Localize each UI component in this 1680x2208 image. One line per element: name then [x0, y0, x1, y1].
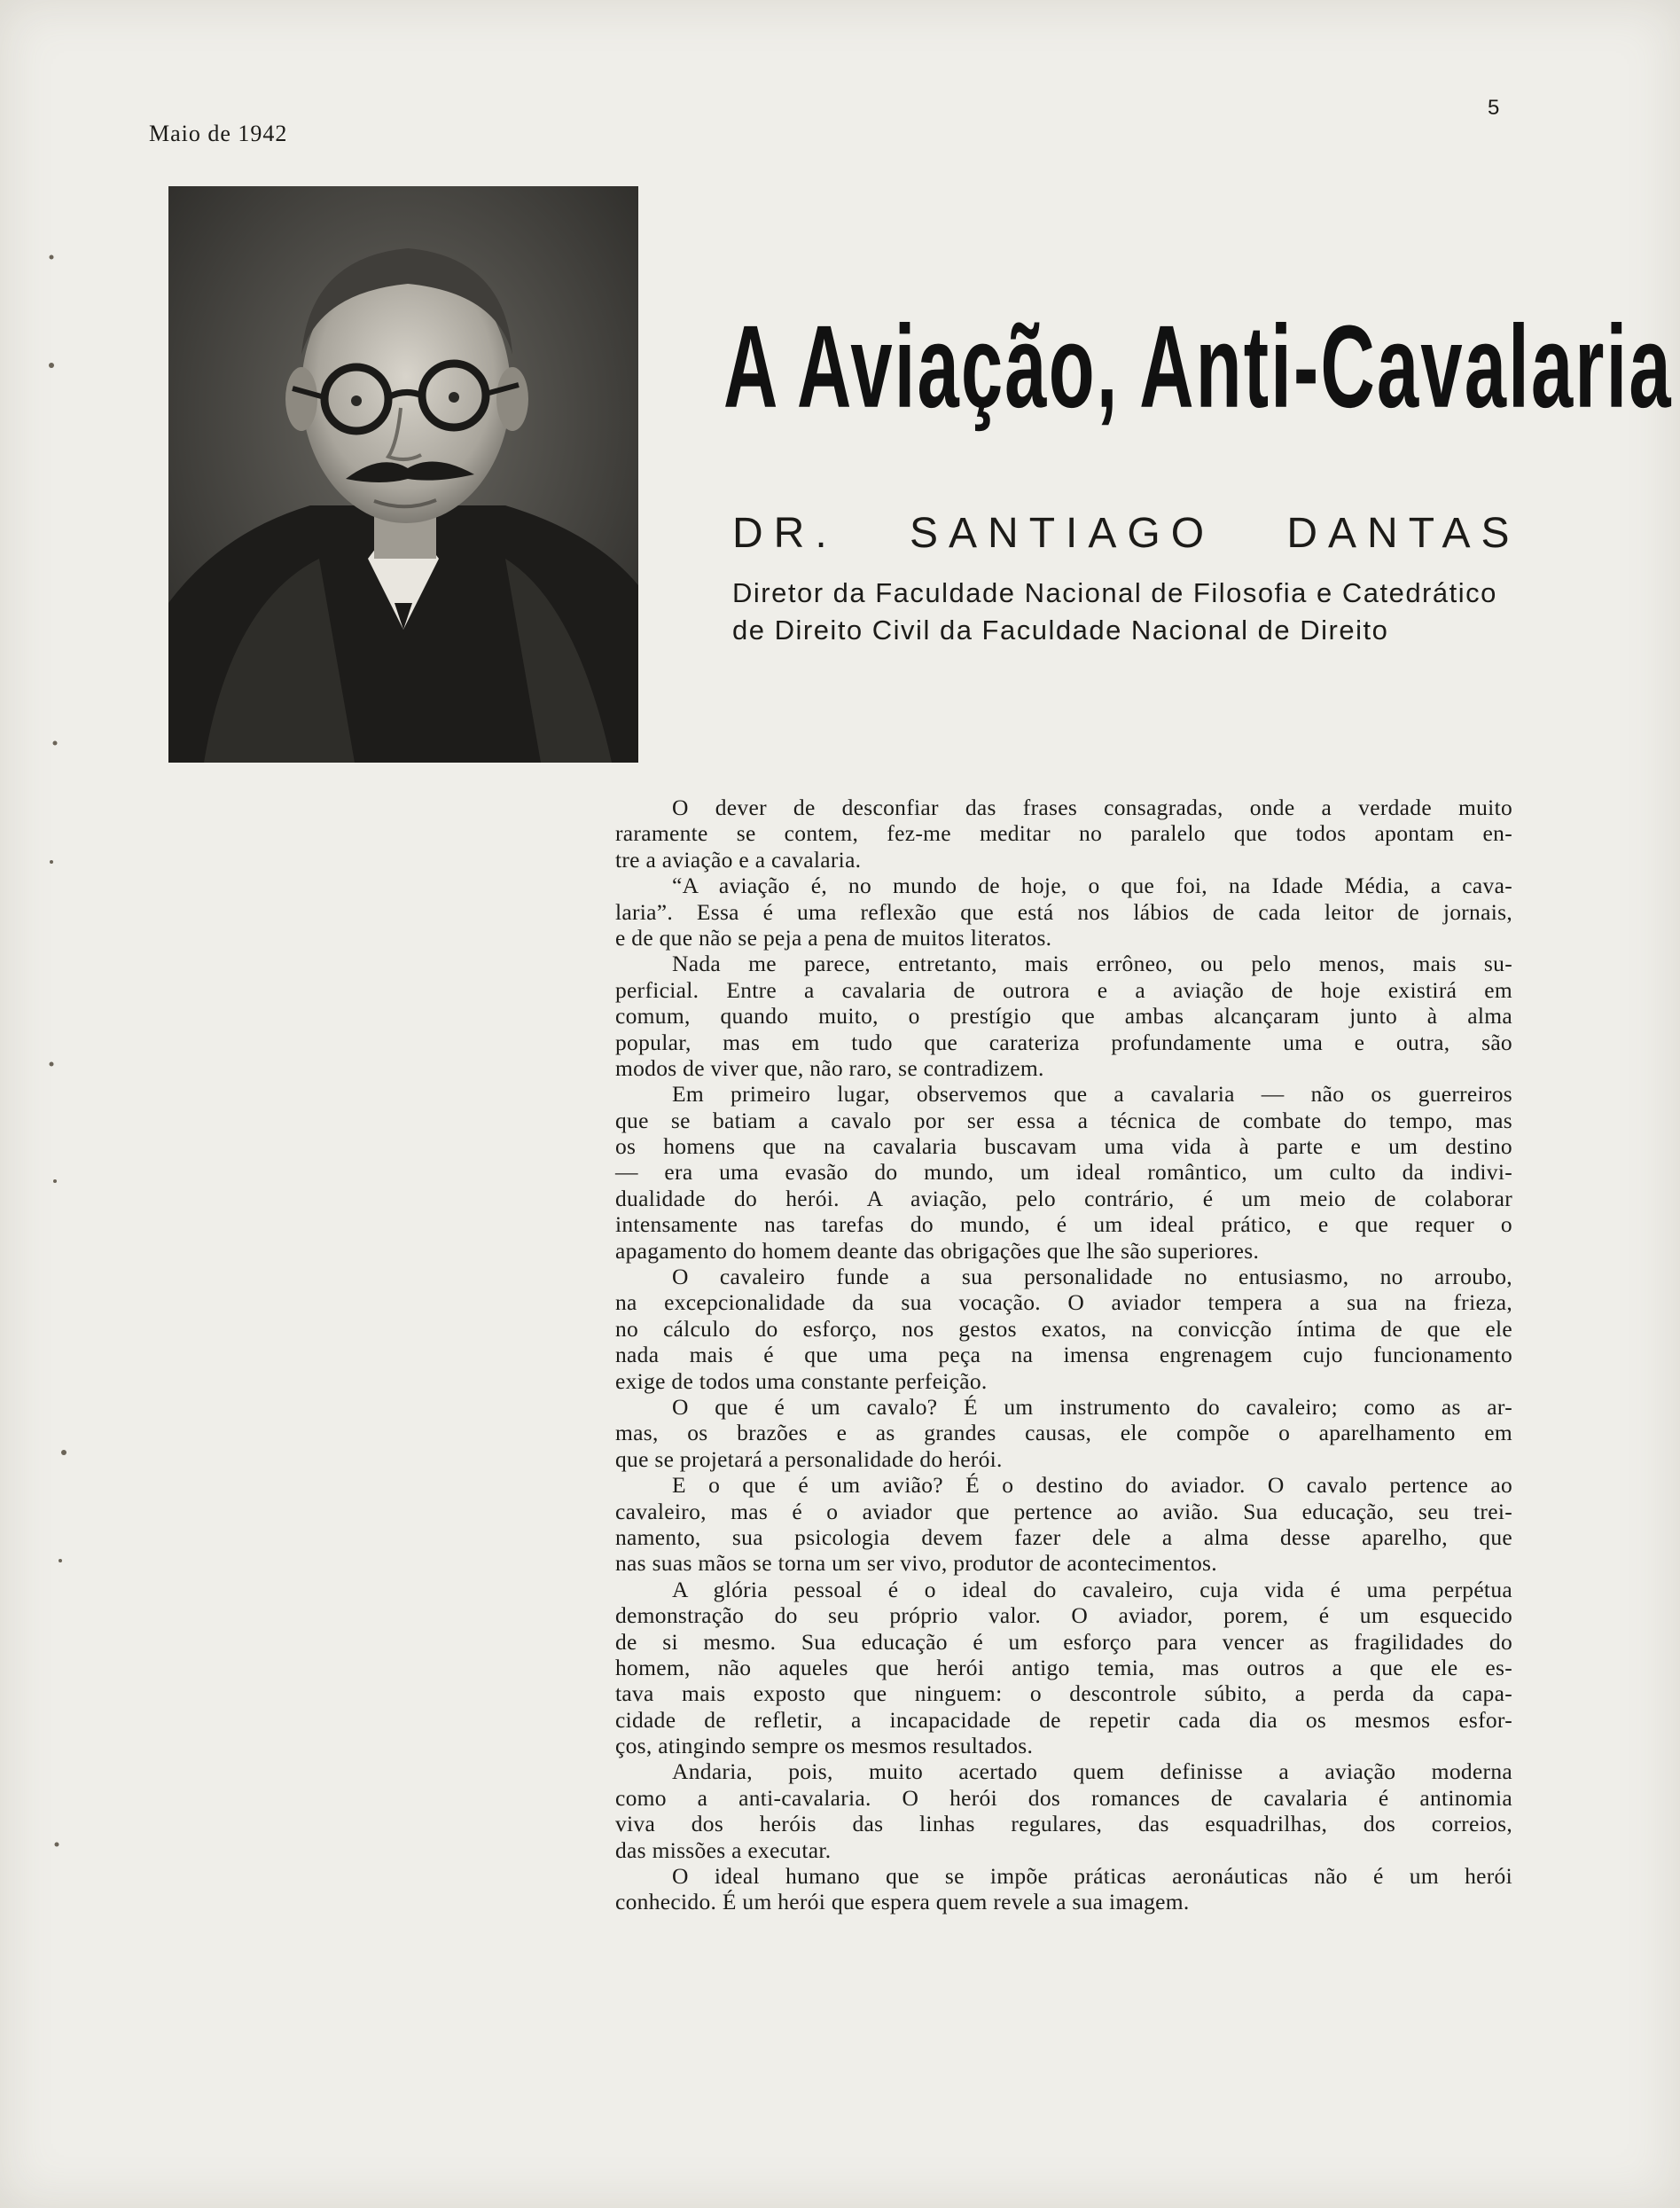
body-line: comum, quando muito, o prestígio que ambas alcançaram junto à alma	[615, 1003, 1512, 1030]
body-line: das missões a executar.	[615, 1836, 832, 1863]
body-line: que se projetará a personalidade do herói.	[615, 1445, 1003, 1472]
affiliation-line: Diretor da Faculdade Nacional de Filosofia e Catedrático	[732, 577, 1497, 608]
body-line: perficial. Entre a cavalaria de outrora e a aviação de hoje existirá em	[615, 976, 1512, 1003]
body-line: “A aviação é, no mundo de hoje, o que foi, na Idade Média, a cava-	[672, 873, 1512, 899]
body-line: dualidade do herói. A aviação, pelo contrário, é um meio de colaborar	[615, 1185, 1512, 1211]
body-line: popular, mas em tudo que carateriza profundamente uma e outra, são	[615, 1029, 1512, 1055]
body-line: os homens que na cavalaria buscavam uma vida à parte e um destino	[615, 1133, 1512, 1160]
article-title: A Aviação, Anti-Cavalaria	[723, 301, 1673, 433]
affiliation-line: de Direito Civil da Faculdade Nacional de Direito	[732, 615, 1389, 646]
body-line: O ideal humano que se impõe práticas aeronáuticas não é um herói	[672, 1863, 1512, 1890]
body-line: Andaria, pois, muito acertado quem definisse a aviação moderna	[672, 1758, 1512, 1785]
body-line: apagamento do homem deante das obrigações que lhe são superiores.	[615, 1237, 1260, 1264]
body-line: — era uma evasão do mundo, um ideal romântico, um culto da indivi-	[615, 1159, 1512, 1186]
body-line: demonstração do seu próprio valor. O aviador, porem, é um esquecido	[615, 1602, 1512, 1629]
body-line: na excepcionalidade da sua vocação. O aviador tempera a sua na frieza,	[615, 1289, 1512, 1316]
body-line: laria”. Essa é uma reflexão que está nos lábios de cada leitor de jornais,	[615, 898, 1512, 925]
body-line: nas suas mãos se torna um ser vivo, produtor de acontecimentos.	[615, 1550, 1217, 1577]
body-line: conhecido. É um herói que espera quem revele a sua imagem.	[615, 1889, 1190, 1915]
author-name: DR. SANTIAGO DANTAS	[732, 510, 1520, 557]
body-line: e de que não se peja a pena de muitos literatos.	[615, 924, 1052, 951]
body-line: raramente se contem, fez-me meditar no paralelo que todos apontam en-	[615, 820, 1512, 847]
body-line: nada mais é que uma peça na imensa engrenagem cujo funcionamento	[615, 1342, 1512, 1368]
body-line: namento, sua psicologia devem fazer dele a alma desse aparelho, que	[615, 1523, 1512, 1550]
body-line: O dever de desconfiar das frases consagradas, onde a verdade muito	[672, 795, 1512, 820]
body-line: no cálculo do esforço, nos gestos exatos, na convicção íntima de que ele	[615, 1315, 1512, 1342]
body-line: cidade de refletir, a incapacidade de repetir cada dia os mesmos esfor-	[615, 1706, 1512, 1733]
body-line: homem, não aqueles que herói antigo temia, mas outros a que ele es-	[615, 1654, 1512, 1680]
body-line: viva dos heróis das linhas regulares, das esquadrilhas, dos correios,	[615, 1811, 1512, 1837]
body-line: tre a aviação e a cavalaria.	[615, 846, 862, 873]
body-line: de si mesmo. Sua educação é um esforço para vencer as fragilidades do	[615, 1628, 1512, 1655]
body-line: O que é um cavalo? É um instrumento do cavaleiro; como as ar-	[672, 1393, 1512, 1420]
body-line: Nada me parece, entretanto, mais errôneo, ou pelo menos, mais su-	[672, 951, 1512, 977]
body-line: cavaleiro, mas é o aviador que pertence ao avião. Sua educação, seu trei-	[615, 1498, 1512, 1524]
body-line: E o que é um avião? É o destino do aviador. O cavalo pertence ao	[672, 1472, 1512, 1499]
body-line: como a anti-cavalaria. O herói dos romances de cavalaria é antinomia	[615, 1784, 1512, 1811]
body-line: que se batiam a cavalo por ser essa a técnica de combate do tempo, mas	[615, 1107, 1512, 1133]
body-line: Em primeiro lugar, observemos que a cavalaria — não os guerreiros	[672, 1081, 1512, 1108]
body-line: O cavaleiro funde a sua personalidade no entusiasmo, no arroubo,	[672, 1264, 1512, 1290]
body-line: ços, atingindo sempre os mesmos resultados.	[615, 1733, 1034, 1759]
body-line: exige de todos uma constante perfeição.	[615, 1367, 988, 1394]
body-line: A glória pessoal é o ideal do cavaleiro, cuja vida é uma perpétua	[672, 1576, 1512, 1602]
body-line: intensamente nas tarefas do mundo, é um ideal prático, e que requer o	[615, 1211, 1512, 1238]
issue-date: Maio de 1942	[149, 121, 288, 146]
body-line: mas, os brazões e as grandes causas, ele compõe o aparelhamento em	[615, 1420, 1512, 1446]
page-number: 5	[1488, 96, 1500, 120]
body-line: modos de viver que, não raro, se contradizem.	[615, 1054, 1044, 1081]
body-line: tava mais exposto que ninguem: o descontrole súbito, a perda da capa-	[615, 1680, 1512, 1707]
